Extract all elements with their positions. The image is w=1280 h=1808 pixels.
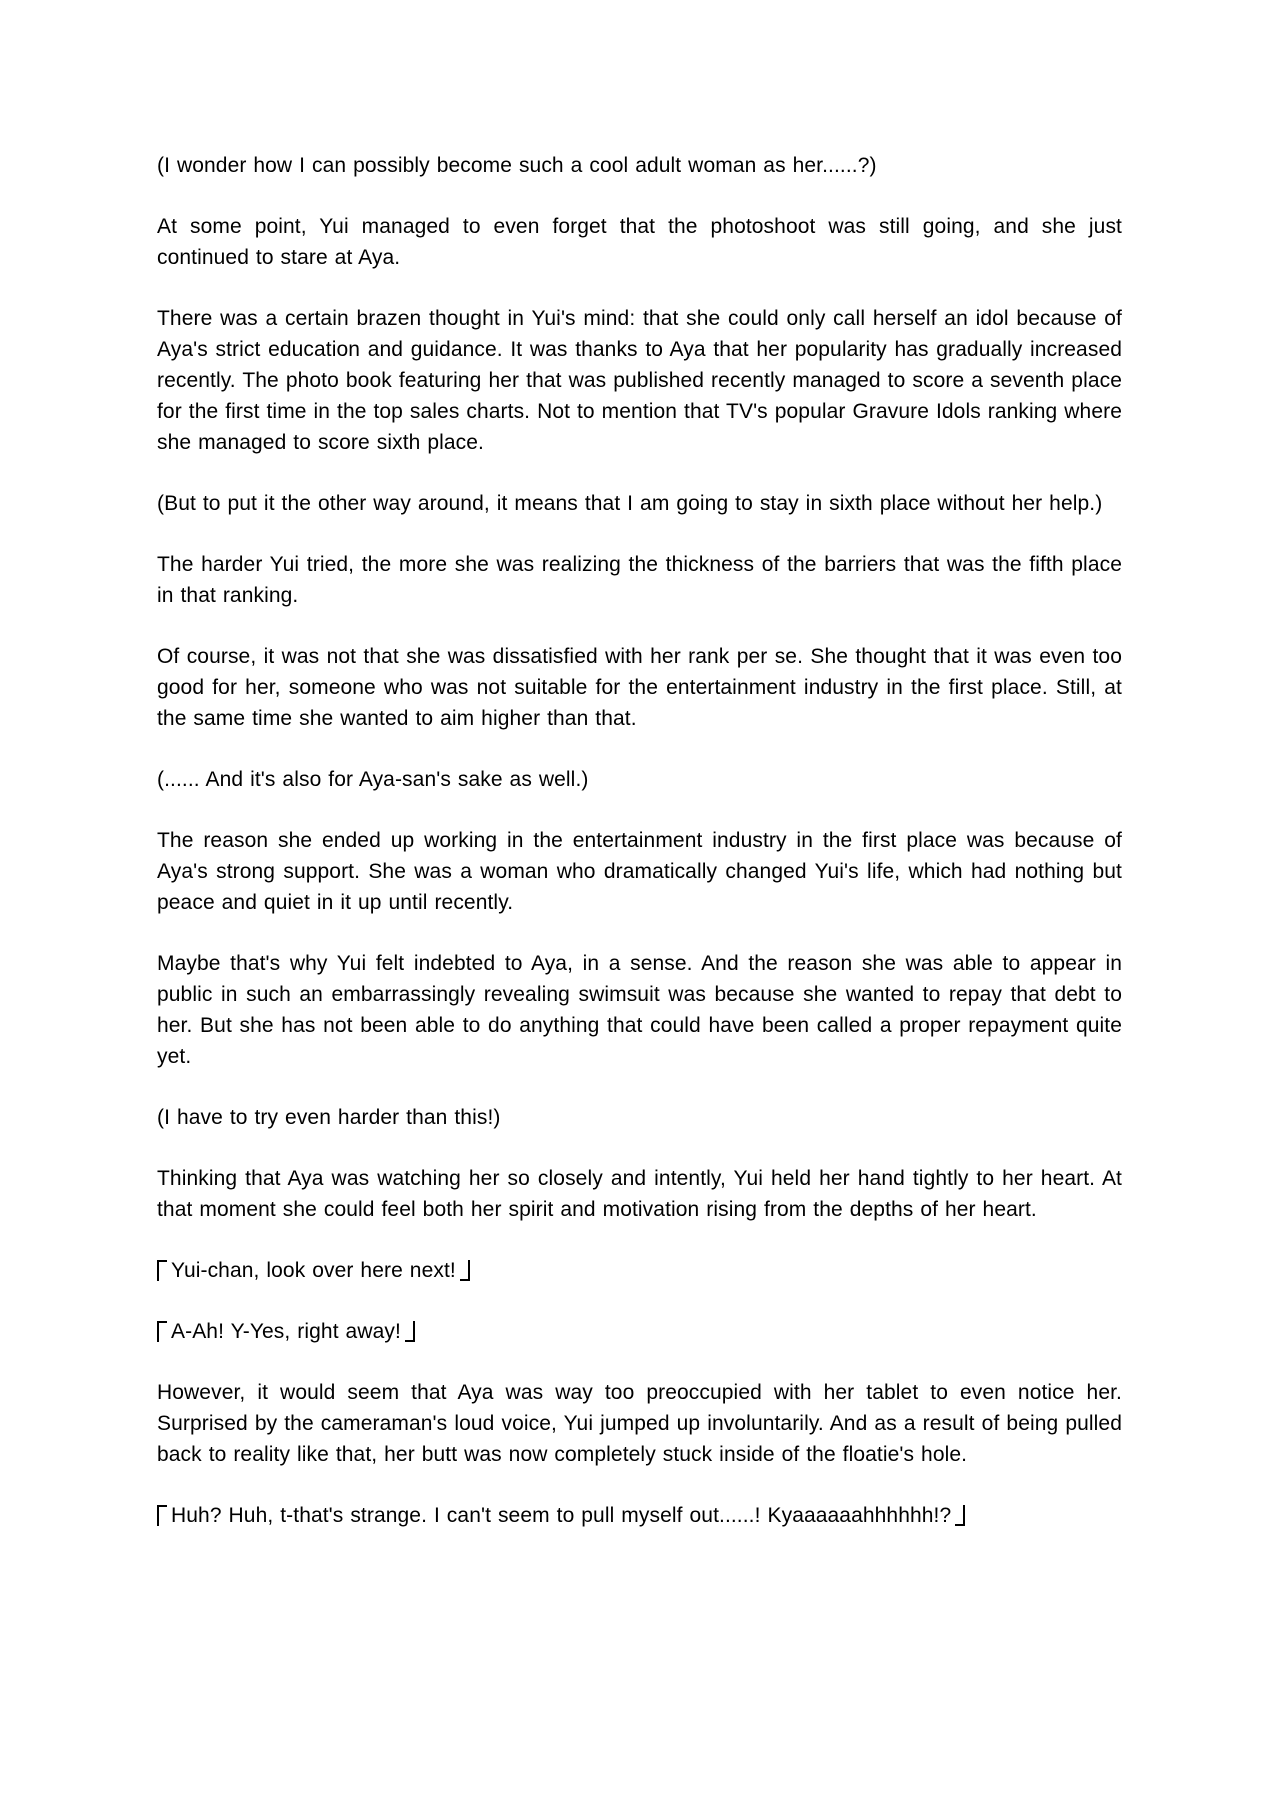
paragraph-thought: (But to put it the other way around, it means that I am going to stay in sixth place without her help.) — [157, 492, 1103, 515]
corner-bracket-open-icon — [157, 1321, 167, 1342]
paragraph-narration: At some point, Yui managed to even forget that the photoshoot was still going, and she just continued to stare at Aya. — [157, 215, 1122, 269]
dialogue-text: A-Ah! Y-Yes, right away! — [171, 1320, 401, 1343]
paragraph-dialogue — [157, 1316, 1122, 1347]
dialogue-text: Huh? Huh, t-that's strange. I can't seem to pull myself out......! Kyaaaaaahhhhhh!? — [171, 1504, 952, 1527]
corner-bracket-close-icon — [460, 1260, 470, 1281]
corner-bracket-open-icon — [157, 1260, 167, 1281]
paragraph-narration: Maybe that's why Yui felt indebted to Aya, in a sense. And the reason she was able to appear in public in such an embarrassingly revealing swimsuit was because she wanted to repay that debt to her. But she has not been able to do anything that could have been called a proper repayment quite yet. — [157, 952, 1122, 1068]
corner-bracket-open-icon — [157, 1505, 167, 1526]
paragraph-thought: (...... And it's also for Aya-san's sake as well.) — [157, 768, 589, 791]
corner-bracket-close-icon — [405, 1321, 415, 1342]
paragraph-narration: There was a certain brazen thought in Yui's mind: that she could only call herself an idol because of Aya's strict education and guidance. It was thanks to Aya that her popularity has gradually increased recently. The photo book featuring her that was published recently managed to score a seventh place for the first time in the top sales charts. Not to mention that TV's popular Gravure Idols ranking where she managed to score sixth place. — [157, 307, 1122, 454]
paragraph-dialogue — [157, 1255, 1122, 1286]
paragraph-narration: The harder Yui tried, the more she was realizing the thickness of the barriers that was the fifth place in that ranking. — [157, 553, 1122, 607]
dialogue-text: Yui-chan, look over here next! — [171, 1259, 456, 1282]
paragraph-thought: (I have to try even harder than this!) — [157, 1106, 501, 1129]
paragraph-narration: The reason she ended up working in the entertainment industry in the first place was because of Aya's strong support. She was a woman who dramatically changed Yui's life, which had nothing but peace and quiet in it up until recently. — [157, 829, 1122, 914]
paragraph-narration: Of course, it was not that she was dissatisfied with her rank per se. She thought that it was even too good for her, someone who was not suitable for the entertainment industry in the first place. Still, at the same time she wanted to aim higher than that. — [157, 645, 1122, 730]
paragraph-thought: (I wonder how I can possibly become such a cool adult woman as her......?) — [157, 154, 877, 177]
corner-bracket-close-icon — [955, 1505, 965, 1526]
text-column — [157, 150, 1122, 1531]
paragraph-dialogue — [157, 1500, 1122, 1531]
paragraph-narration: Thinking that Aya was watching her so closely and intently, Yui held her hand tightly to her heart. At that moment she could feel both her spirit and motivation rising from the depths of her heart. — [157, 1167, 1122, 1221]
paragraph-narration: However, it would seem that Aya was way too preoccupied with her tablet to even notice her. Surprised by the cameraman's loud voice, Yui jumped up involuntarily. And as a result of being pulled back to reality like that, her butt was now completely stuck inside of the floatie's hole. — [157, 1381, 1122, 1466]
